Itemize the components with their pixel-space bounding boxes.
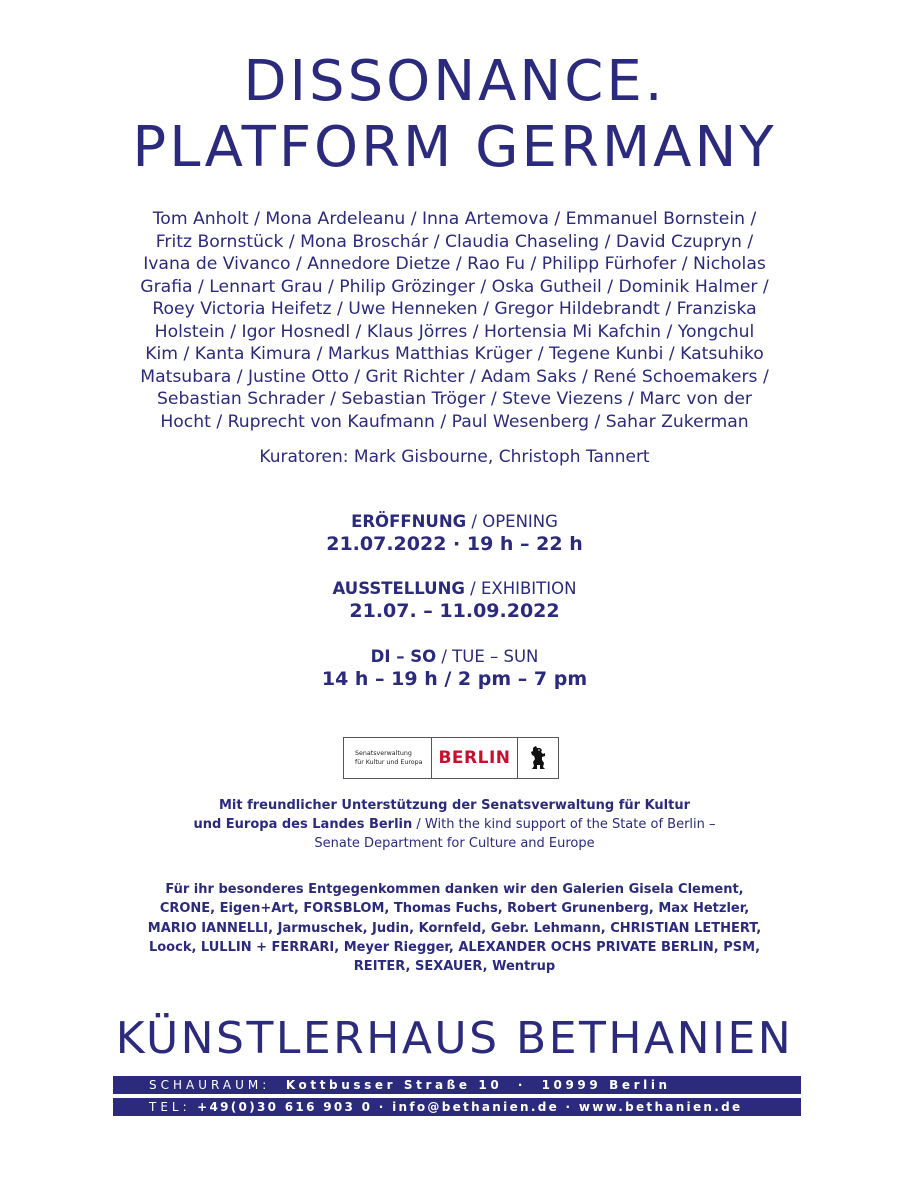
senate-berlin-logo xyxy=(343,737,559,779)
opening-block xyxy=(0,512,909,556)
contact-bar xyxy=(113,1098,801,1116)
gallery-thanks: Für ihr besonderes Entgegenkommen danken wir den Galerien Gisela Clement, CRONE, Eigen+Art, FORSBLOM, Thomas Fuchs, Robert Grunenberg, Max Hetzler, MARIO IANNELLI, Jarmuschek, Judin, Kornfeld, Gebr. Lehmann, CHRISTIAN LETHERT, Loock, LULLIN + FERRARI, Meyer Riegger, ALEXANDER OCHS PRIVATE BERLIN, PSM, REITER, SEXAUER, Wentrup xyxy=(147,882,762,975)
support-line-3: Senate Department for Culture and Europe xyxy=(314,836,595,851)
berlin-wordmark: BERLIN xyxy=(432,738,518,778)
curators: Kuratoren: Mark Gisbourne, Christoph Tannert xyxy=(259,447,650,467)
opening-label-de: ERÖFFNUNG xyxy=(351,512,467,531)
exhibition-dates: 21.07. – 11.09.2022 xyxy=(349,600,560,622)
support-line-1 xyxy=(0,796,909,815)
opening-label-en: / OPENING xyxy=(466,512,558,531)
berlin-bear-icon xyxy=(518,738,558,778)
opening-date: 21.07.2022 · 19 h – 22 h xyxy=(326,533,583,555)
hours-label-de: DI – SO xyxy=(370,647,437,666)
support-line-2 xyxy=(0,815,909,834)
title-line-2: PLATFORM GERMANY xyxy=(132,115,777,180)
support-statement xyxy=(0,796,909,853)
contact-label: TEL: xyxy=(149,1100,191,1114)
address-text: Kottbusser Straße 10 · 10999 Berlin xyxy=(270,1078,671,1092)
senate-logo-text xyxy=(344,738,432,778)
title-line-1: DISSONANCE. xyxy=(243,49,666,114)
address-bar xyxy=(113,1076,801,1094)
exhibition-label xyxy=(0,579,909,599)
contact-text: +49(0)30 616 903 0 · info@bethanien.de · www.bethanien.de xyxy=(190,1100,743,1114)
senate-logo-line-2: für Kultur und Europa xyxy=(355,759,423,766)
address-label: SCHAURAUM: xyxy=(149,1078,271,1092)
venue-name: KÜNSTLERHAUS BETHANIEN xyxy=(115,1013,794,1064)
exhibition-label-de: AUSSTELLUNG xyxy=(332,579,465,598)
senate-logo-line-1: Senatsverwaltung xyxy=(355,750,412,757)
exhibition-label-en: / EXHIBITION xyxy=(464,579,577,598)
support-line-2-en: / With the kind support of the State of Berlin – xyxy=(412,817,716,832)
artist-list: Tom Anholt / Mona Ardeleanu / Inna Artemova / Emmanuel Bornstein / Fritz Bornstück / Mona Broschár / Claudia Chaseling / David Czupryn / Ivana de Vivanco / Annedore Dietze / Rao Fu / Philipp Fürhofer / Nicholas Grafia / Lennart Grau / Philip Grözinger / Oska Gutheil / Dominik Halmer / Roey Victoria Heifetz / Uwe Henneken / Gregor Hildebrandt / Franziska Holstein / Igor Hosnedl / Klaus Jörres / Hortensia Mi Kafchin / Yongchul Kim / Kanta Kimura / Markus Matthias Krüger / Tegene Kunbi / Katsuhiko Matsubara / Justine Otto / Grit Richter / Adam Saks / René Schoemakers / Sebastian Schrader / Sebastian Tröger / Steve Viezens / Marc von der Hocht / Ruprecht von Kaufmann / Paul Wesenberg / Sahar Zukerman xyxy=(140,209,769,432)
support-line-2-de: und Europa des Landes Berlin xyxy=(193,817,413,832)
exhibition-block xyxy=(0,579,909,623)
support-line-1-text: Mit freundlicher Unterstützung der Senatsverwaltung für Kultur xyxy=(218,798,691,813)
opening-label xyxy=(0,512,909,532)
hours-block xyxy=(0,647,909,691)
hours-label-en: / TUE – SUN xyxy=(436,647,539,666)
opening-hours: 14 h – 19 h / 2 pm – 7 pm xyxy=(321,668,588,690)
hours-label xyxy=(0,647,909,667)
